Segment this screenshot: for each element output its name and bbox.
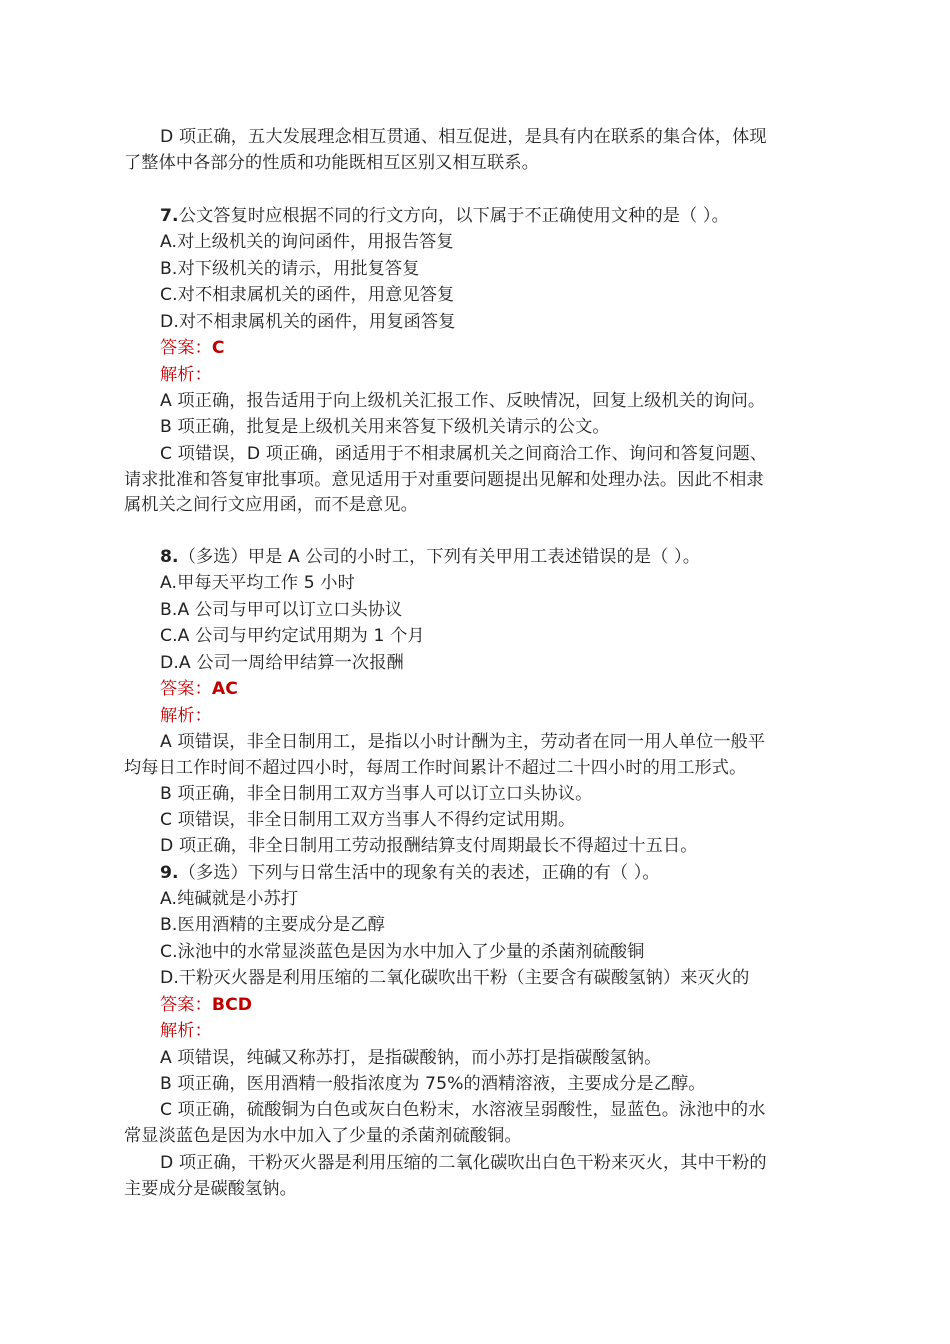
paragraph-line: D 项正确，五大发展理念相互贯通、相互促进，是具有内在联系的集合体，体现: [160, 127, 767, 147]
option-b: B.A 公司与甲可以订立口头协议: [160, 600, 403, 620]
analysis-line: B 项正确，非全日制用工双方当事人可以订立口头协议。: [160, 784, 593, 804]
analysis-line: A 项错误，纯碱又称苏打，是指碳酸钠，而小苏打是指碳酸氢钠。: [160, 1048, 662, 1068]
answer-line: [160, 992, 880, 1018]
analysis-line: C 项错误，非全日制用工双方当事人不得约定试用期。: [160, 810, 576, 830]
question-text: （多选）下列与日常生活中的现象有关的表述，正确的有（ ）。: [178, 863, 660, 883]
analysis-line: A 项错误，非全日制用工，是指以小时计酬为主，劳动者在同一用人单位一般平: [160, 732, 766, 752]
analysis-line: 均每日工作时间不超过四小时，每周工作时间累计不超过二十四小时的用工形式。: [124, 758, 747, 778]
option-b: B.医用酒精的主要成分是乙醇: [160, 915, 385, 935]
answer-label: 答案：: [160, 679, 212, 699]
option-b: B.对下级机关的请示，用批复答复: [160, 259, 420, 279]
question-number: 7.: [160, 206, 179, 226]
analysis-line: 属机关之间行文应用函，而不是意见。: [124, 495, 418, 515]
question-number: 8.: [160, 547, 179, 567]
paragraph-line: 了整体中各部分的性质和功能既相互区别又相互联系。: [124, 153, 539, 173]
answer-line: [160, 335, 880, 361]
analysis-line: C 项错误，D 项正确，函适用于不相隶属机关之间商洽工作、询问和答复问题、: [160, 444, 768, 464]
answer-label: 答案：: [160, 338, 212, 358]
option-c: C.泳池中的水常显淡蓝色是因为水中加入了少量的杀菌剂硫酸铜: [160, 942, 645, 962]
option-d: D.对不相隶属机关的函件，用复函答复: [160, 312, 456, 332]
analysis-label: 解析：: [160, 706, 212, 726]
answer-value: AC: [211, 679, 238, 699]
question-number: 9.: [160, 863, 179, 883]
answer-value: C: [211, 338, 225, 358]
analysis-line: C 项正确，硫酸铜为白色或灰白色粉末，水溶液呈弱酸性，显蓝色。泳池中的水: [160, 1100, 766, 1120]
analysis-line: D 项正确，非全日制用工劳动报酬结算支付周期最长不得超过十五日。: [160, 836, 698, 856]
question-text: 公文答复时应根据不同的行文方向，以下属于不正确使用文种的是（ ）。: [178, 206, 729, 226]
question-8-stem: [160, 544, 880, 570]
option-d: D.干粉灭火器是利用压缩的二氧化碳吹出干粉（主要含有碳酸氢钠）来灭火的: [160, 968, 750, 988]
option-d: D.A 公司一周给甲结算一次报酬: [160, 653, 404, 673]
option-a: A.对上级机关的询问函件，用报告答复: [160, 232, 454, 252]
answer-label: 答案：: [160, 995, 212, 1015]
analysis-line: 常显淡蓝色是因为水中加入了少量的杀菌剂硫酸铜。: [124, 1126, 522, 1146]
analysis-line: B 项正确，医用酒精一般指浓度为 75%的酒精溶液，主要成分是乙醇。: [160, 1074, 706, 1094]
option-c: C.A 公司与甲约定试用期为 1 个月: [160, 626, 425, 646]
question-9-stem: [160, 860, 880, 886]
answer-value: BCD: [211, 995, 253, 1015]
question-text: （多选）甲是 A 公司的小时工，下列有关甲用工表述错误的是（ ）。: [178, 547, 700, 567]
answer-line: [160, 676, 880, 702]
option-a: A.甲每天平均工作 5 小时: [160, 573, 355, 593]
analysis-line: 请求批准和答复审批事项。意见适用于对重要问题提出见解和处理办法。因此不相隶: [124, 470, 764, 490]
analysis-label: 解析：: [160, 365, 212, 385]
analysis-line: 主要成分是碳酸氢钠。: [124, 1179, 297, 1199]
analysis-line: B 项正确，批复是上级机关用来答复下级机关请示的公文。: [160, 417, 610, 437]
option-c: C.对不相隶属机关的函件，用意见答复: [160, 285, 455, 305]
option-a: A.纯碱就是小苏打: [160, 889, 299, 909]
analysis-line: A 项正确，报告适用于向上级机关汇报工作、反映情况，回复上级机关的询问。: [160, 391, 766, 411]
question-7-stem: [160, 203, 880, 229]
analysis-label: 解析：: [160, 1021, 212, 1041]
analysis-line: D 项正确，干粉灭火器是利用压缩的二氧化碳吹出白色干粉来灭火，其中干粉的: [160, 1153, 767, 1173]
